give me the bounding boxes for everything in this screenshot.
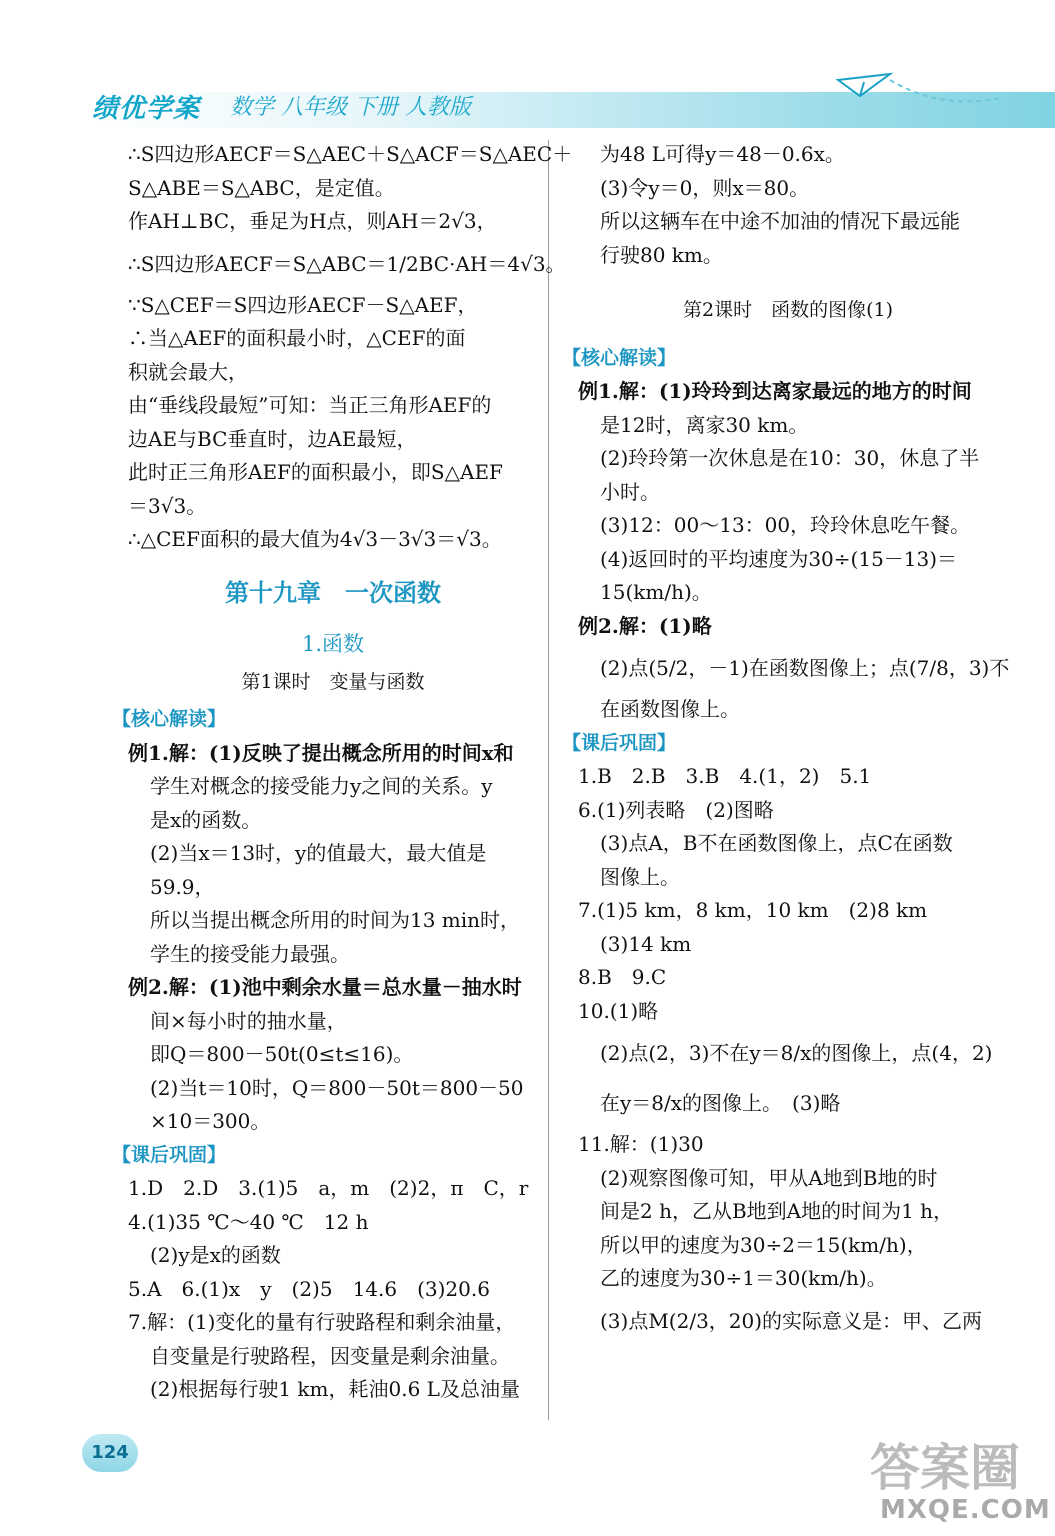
text-line: 7.(1)5 km，8 km，10 km (2)8 km (578, 898, 928, 922)
text-line: 8.B 9.C (578, 965, 667, 989)
text-line: 作AH⊥BC，垂足为H点，则AH＝2√3， (128, 209, 497, 233)
text-line: (3)点M(2/3，20)的实际意义是：甲、乙两 (600, 1308, 983, 1333)
paper-plane-icon (830, 70, 1030, 125)
text-line: ×10＝300。 (150, 1109, 271, 1133)
text-line: 例1.解：(1)玲玲到达离家最远的地方的时间 (578, 379, 972, 403)
text-line: 为48 L可得y＝48－0.6x。 (600, 142, 845, 166)
header-subtitle: 数学 八年级 下册 人教版 (230, 95, 471, 120)
text-line: 学生的接受能力最强。 (150, 941, 350, 966)
after-class-tag: 【课后巩固】 (112, 1143, 227, 1166)
lesson-title: 第2课时 函数的图像(1) (682, 299, 893, 321)
text-line: (3)12：00～13：00，玲玲休息吃午餐。 (600, 513, 971, 537)
text-line: 学生对概念的接受能力y之间的关系。y (150, 774, 493, 798)
text-line: (3)点A，B不在函数图像上，点C在函数 (600, 831, 953, 855)
text-line: 积就会最大， (128, 359, 248, 384)
text-line: 例2.解：(1)略 (578, 613, 712, 638)
text-line: 小时。 (600, 479, 660, 504)
page-header (0, 70, 1055, 130)
text-line: 7.解：(1)变化的量有行驶路程和剩余油量， (128, 1310, 516, 1334)
text-line: ∴当△AEF的面积最小时，△CEF的面 (128, 326, 466, 350)
text-line: 是x的函数。 (150, 807, 262, 832)
watermark-logo: 答案圈 (870, 1439, 1020, 1497)
watermark-url: MXQE.COM (880, 1495, 1051, 1525)
text-line: 15(km/h)。 (600, 580, 712, 604)
text-line: S△ABE＝S△ABC，是定值。 (128, 175, 395, 200)
text-line: 此时正三角形AEF的面积最小，即S△AEF (128, 460, 503, 484)
text-line: ∵S△CEF＝S四边形AECF－S△AEF， (128, 292, 478, 317)
text-line: 所以当提出概念所用的时间为13 min时， (150, 908, 521, 932)
text-line: (3)令y＝0，则x＝80。 (600, 175, 810, 200)
core-reading-tag: 【核心解读】 (562, 346, 677, 369)
text-line: 6.(1)列表略 (2)图略 (578, 797, 774, 822)
text-line: 间是2 h，乙从B地到A地的时间为1 h， (600, 1199, 954, 1223)
text-line: 行驶80 km。 (600, 242, 723, 267)
text-line: 是12时，离家30 km。 (600, 412, 809, 437)
core-reading-tag: 【核心解读】 (112, 708, 227, 730)
column-divider (548, 140, 549, 1420)
text-line: 即Q＝800－50t(0≤t≤16)。 (150, 1042, 414, 1066)
text-line: ∴△CEF面积的最大值为4√3－3√3＝√3。 (128, 527, 502, 551)
text-line: 11.解：(1)30 (578, 1132, 704, 1156)
text-line: 在y＝8/x的图像上。 (3)略 (600, 1091, 841, 1115)
text-line: 1.D 2.D 3.(1)5 a，m (2)2，π C，r (128, 1176, 529, 1200)
text-line: (2)点(5/2，－1)在函数图像上；点(7/8，3)不 (600, 656, 1010, 680)
text-line: 10.(1)略 (578, 998, 659, 1023)
text-line: 自变量是行驶路程，因变量是剩余油量。 (150, 1343, 510, 1368)
text-line: (2)根据每行驶1 km，耗油0.6 L及总油量 (150, 1377, 520, 1401)
section-title: 1.函数 (301, 632, 365, 656)
text-line: 5.A 6.(1)x y (2)5 14.6 (3)20.6 (128, 1276, 490, 1301)
text-line: 例1.解：(1)反映了提出概念所用的时间x和 (128, 740, 514, 765)
text-line: ＝3√3。 (128, 493, 207, 518)
text-line: 所以这辆车在中途不加油的情况下最远能 (600, 209, 960, 233)
text-line: (2)当t＝10时，Q＝800－50t＝800－50 (150, 1075, 524, 1100)
text-line: ∴S四边形AECF＝S△ABC＝1/2BC·AH＝4√3。 (128, 251, 566, 276)
text-line: 乙的速度为30÷1＝30(km/h)。 (600, 1266, 887, 1290)
text-line: 59.9， (150, 874, 215, 899)
text-line: (4)返回时的平均速度为30÷(15－13)＝ (600, 546, 958, 571)
chapter-title: 第十九章 一次函数 (225, 578, 441, 607)
text-line: (2)玲玲第一次休息是在10：30，休息了半 (600, 446, 980, 470)
text-line: (3)14 km (600, 931, 692, 956)
left-column (112, 138, 573, 1407)
text-line: 4.(1)35 ℃～40 ℃ 12 h (128, 1209, 369, 1234)
text-line: 1.B 2.B 3.B 4.(1，2) 5.1 (578, 764, 872, 788)
right-column (562, 138, 1010, 1346)
text-line: 间×每小时的抽水量， (150, 1008, 347, 1033)
text-line: 例2.解：(1)池中剩余水量＝总水量－抽水时 (128, 975, 522, 999)
after-class-tag: 【课后巩固】 (562, 731, 677, 754)
lesson-title: 第1课时 变量与函数 (241, 670, 425, 693)
page-number: 124 (82, 1434, 138, 1472)
brand-logo: 绩优学案 (92, 94, 201, 124)
text-line: (2)当x＝13时，y的值最大，最大值是 (150, 841, 487, 865)
text-line: 图像上。 (600, 864, 680, 889)
text-line: 由“垂线段最短”可知：当正三角形AEF的 (128, 393, 492, 417)
text-line: 边AE与BC垂直时，边AE最短， (128, 426, 417, 451)
text-line: (2)y是x的函数 (150, 1243, 281, 1267)
text-line: 所以甲的速度为30÷2＝15(km/h)， (600, 1232, 927, 1257)
text-line: (2)点(2，3)不在y＝8/x的图像上，点(4，2) (600, 1041, 993, 1065)
text-line: ∴S四边形AECF＝S△AEC＋S△ACF＝S△AEC＋ (128, 142, 573, 166)
text-line: (2)观察图像可知，甲从A地到B地的时 (600, 1165, 938, 1190)
text-line: 在函数图像上。 (600, 697, 740, 721)
